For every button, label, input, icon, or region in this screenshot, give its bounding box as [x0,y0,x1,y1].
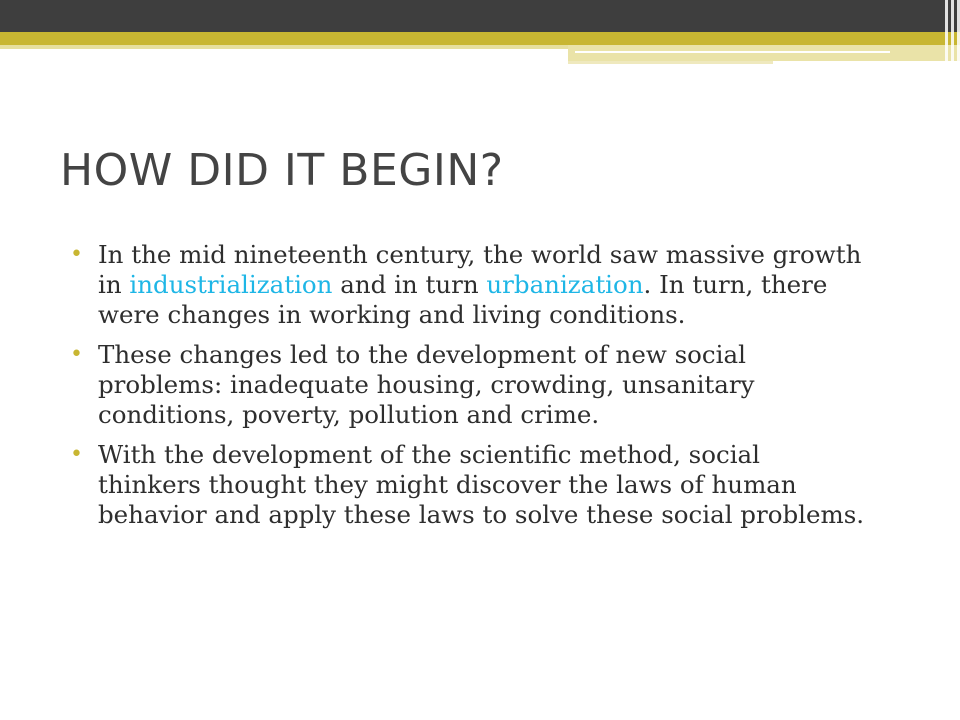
bullet-text: . In turn, there were changes in working and living conditions. [98,270,828,329]
stripe [945,0,948,66]
bullet-marker: • [70,242,83,267]
header-white-line [575,51,890,53]
header-gold-bar [0,32,960,45]
header-dark-bar [0,0,960,32]
bullet-list [70,240,870,540]
header-light-bar-left [0,45,568,49]
slide-title: HOW DID IT BEGIN? [60,145,504,196]
bullet-item [70,340,870,430]
header-stripes [932,0,960,66]
bullet-marker: • [70,342,83,367]
bullet-text: and in turn [332,270,487,299]
bullet-text: These changes led to the development of new social problems: inadequate housing, crowding, unsanitary conditions, poverty, pollution and crime. [98,340,755,429]
stripe [951,0,954,66]
bullet-item [70,440,870,530]
bullet-text: In the mid nineteenth century, the world saw massive growth in [98,240,862,299]
highlight-term-urbanization: urbanization [486,270,644,299]
header-light-bar-tail [568,61,773,64]
header-light-bar-right [568,45,960,61]
bullet-text: With the development of the scientific method, social thinkers thought they might discover the laws of human behavior and apply these laws to solve these social problems. [98,440,865,529]
bullet-marker: • [70,442,83,467]
highlight-term-industrialization: industrialization [129,270,333,299]
bullet-item [70,240,870,330]
